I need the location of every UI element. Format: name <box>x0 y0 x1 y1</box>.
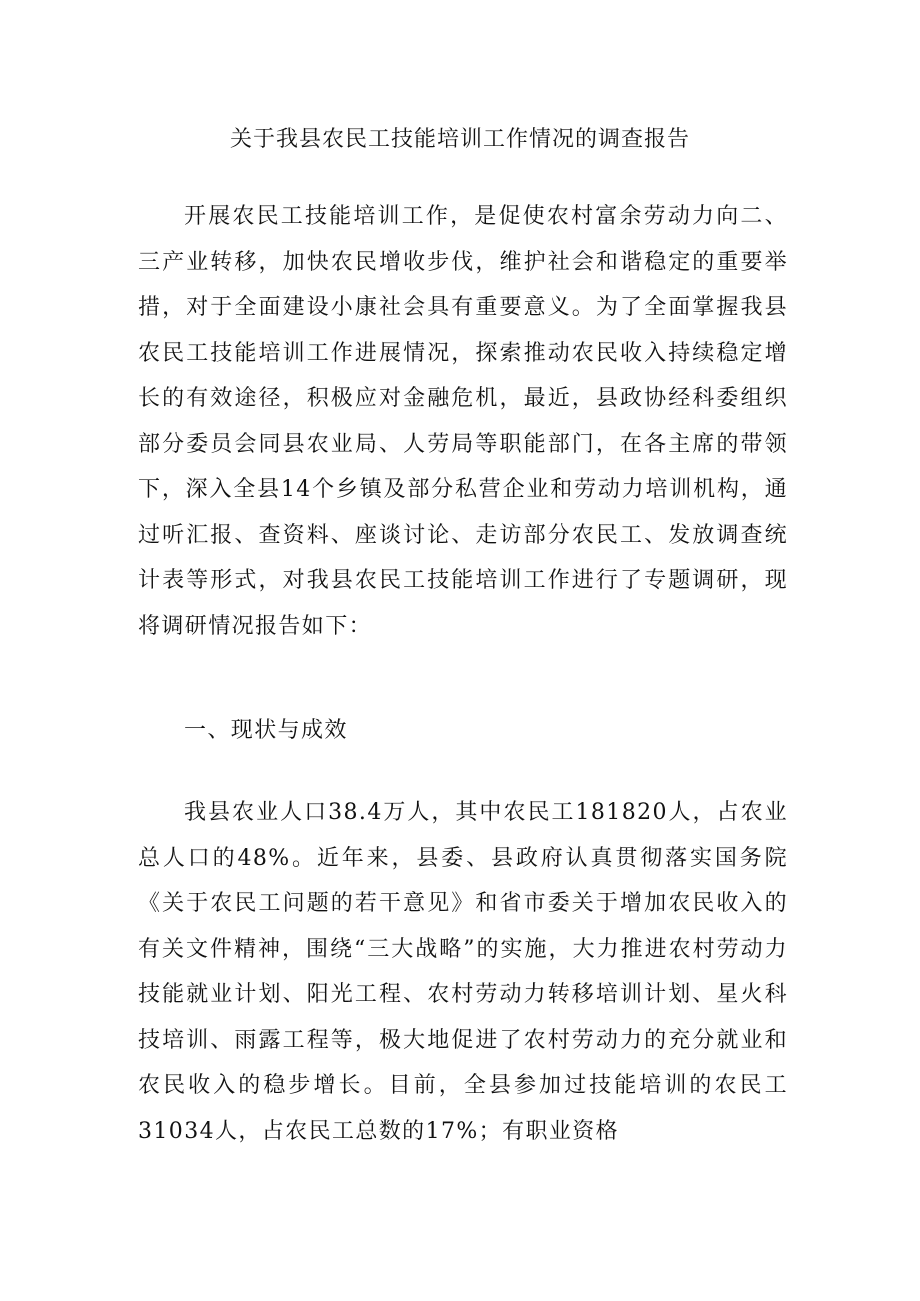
body-paragraph: 我县农业人口38.4万人，其中农民工181820人，占农业总人口的48%。近年来，县委、县政府认真贯彻落实国务院《关于农民工问题的若干意见》和省市委关于增加农民收入的有关文件精神，围绕“三大战略”的实施，大力推进农村劳动力技能就业计划、阳光工程、农村劳动力转移培训计划、星火科技培训、雨露工程等，极大地促进了农村劳动力的充分就业和农民收入的稳步增长。目前，全县参加过技能培训的农民工31034人，占农民工总数的17%；有职业资格 <box>138 800 788 1144</box>
section-heading: 一、现状与成效 <box>184 718 348 743</box>
intro-paragraph: 开展农民工技能培训工作，是促使农村富余劳动力向二、三产业转移，加快农民增收步伐，维护社会和谐稳定的重要举措，对于全面建设小康社会具有重要意义。为了全面掌握我县农民工技能培训工作进展情况，探索推动农民收入持续稳定增长的有效途径，积极应对金融危机，最近，县政协经科委组织部分委员会同县农业局、人劳局等职能部门，在各主席的带领下，深入全县14个乡镇及部分私营企业和劳动力培训机构，通过听汇报、查资料、座谈讨论、走访部分农民工、发放调查统计表等形式，对我县农民工技能培训工作进行了专题调研，现将调研情况报告如下： <box>138 204 788 639</box>
document-title: 关于我县农民工技能培训工作情况的调查报告 <box>229 127 690 152</box>
